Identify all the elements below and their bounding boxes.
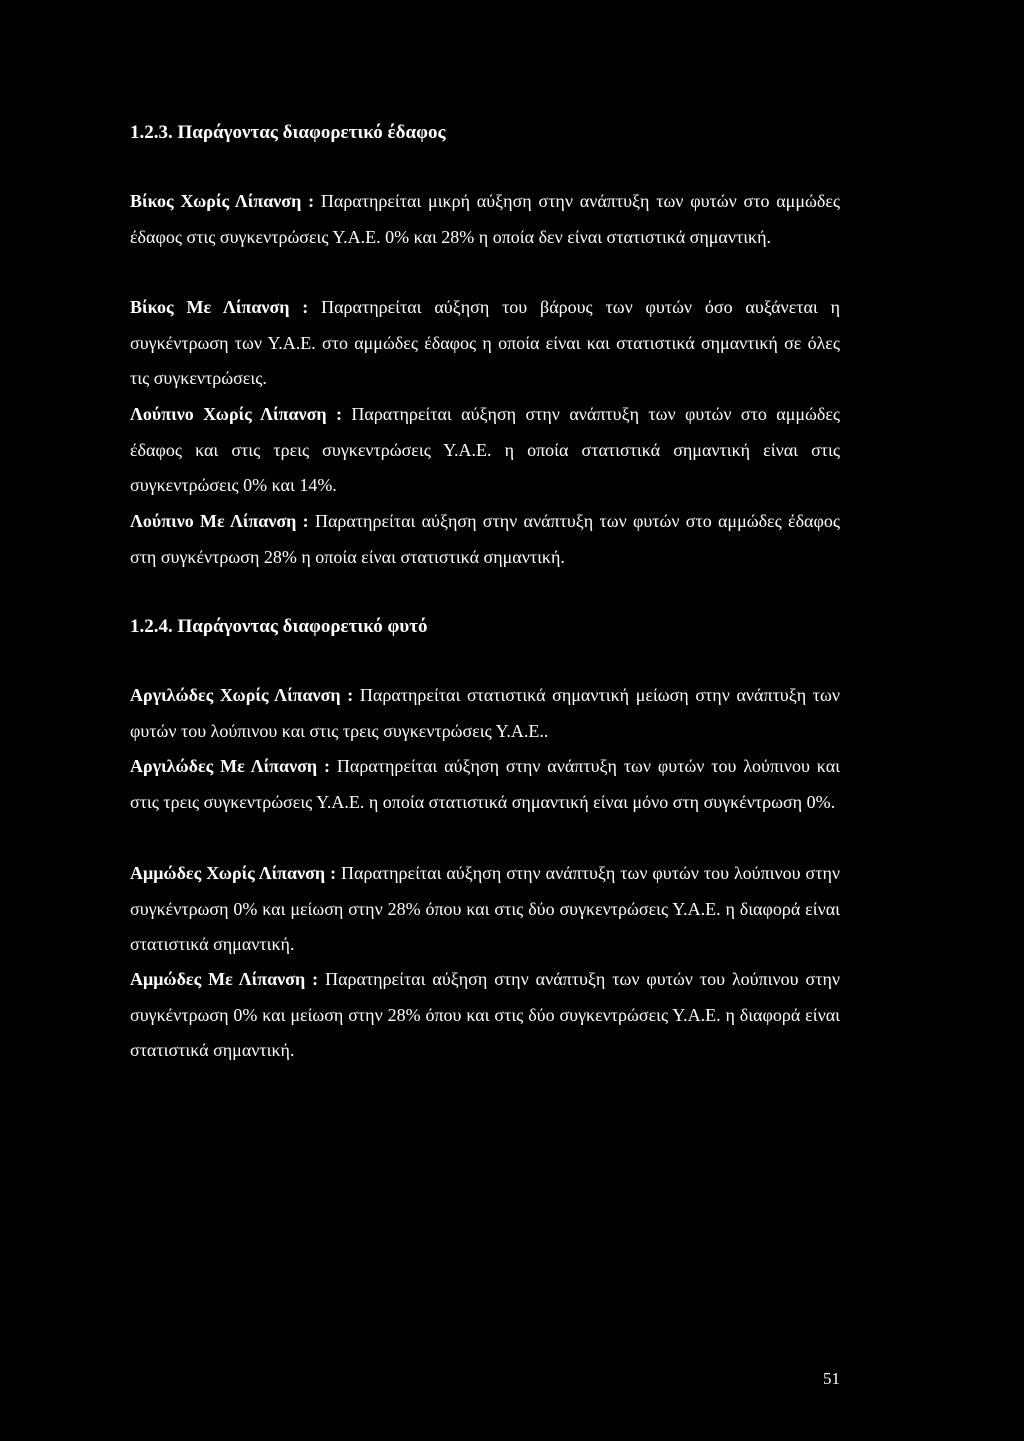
paragraph-label: Αργιλώδες Με Λίπανση :	[130, 756, 331, 776]
page-number: 51	[823, 1369, 840, 1388]
paragraph-text: Παρατηρείται αύξηση στην ανάπτυξη των φυτών του λούπινου στην συγκέντρωση 0% και μείωση στην 28% όπου και στις δύο συγκεντρώσεις Υ.Α.Ε. η διαφορά είναι στατιστικά σημαντική.	[130, 969, 840, 1060]
paragraph-vikos-with-fertilizer	[130, 290, 840, 397]
paragraph-label: Βίκος Με Λίπανση :	[130, 297, 309, 317]
paragraph-label: Βίκος Χωρίς Λίπανση :	[130, 191, 315, 211]
paragraph-label: Αμμώδες Με Λίπανση :	[130, 969, 319, 989]
paragraph-text: Παρατηρείται αύξηση στην ανάπτυξη των φυτών στο αμμώδες έδαφος στη συγκέντρωση 28% η οποία είναι στατιστικά σημαντική.	[130, 511, 841, 567]
paragraph-label: Αργιλώδες Χωρίς Λίπανση :	[130, 685, 354, 705]
paragraph-clay-no-fertilizer	[130, 678, 840, 749]
section-heading-soil: 1.2.3. Παράγοντας διαφορετικό έδαφος	[130, 122, 446, 143]
paragraph-vikos-no-fertilizer	[130, 184, 840, 255]
paragraph-label: Αμμώδες Χωρίς Λίπανση :	[130, 863, 337, 883]
paragraph-text: Παρατηρείται αύξηση στην ανάπτυξη των φυτών στο αμμώδες έδαφος και στις τρεις συγκεντρώσεις Υ.Α.Ε. η οποία στατιστικά σημαντική είναι στις συγκεντρώσεις 0% και 14%.	[130, 404, 841, 495]
paragraph-label: Λούπινο Με Λίπανση :	[130, 511, 309, 531]
section-heading-plant: 1.2.4. Παράγοντας διαφορετικό φυτό	[130, 616, 428, 637]
paragraph-lupin-no-fertilizer	[130, 397, 840, 504]
paragraph-text: Παρατηρείται μικρή αύξηση στην ανάπτυξη των φυτών στο αμμώδες έδαφος στις συγκεντρώσεις Υ.Α.Ε. 0% και 28% η οποία δεν είναι στατιστικά σημαντική.	[130, 191, 841, 247]
paragraph-sand-with-fertilizer	[130, 962, 840, 1069]
paragraph-clay-with-fertilizer	[130, 749, 840, 820]
paragraph-text: Παρατηρείται στατιστικά σημαντική μείωση στην ανάπτυξη των φυτών του λούπινου και στις τρεις συγκεντρώσεις Υ.Α.Ε..	[130, 685, 841, 741]
paragraph-lupin-with-fertilizer	[130, 504, 840, 575]
paragraph-text: Παρατηρείται αύξηση του βάρους των φυτών όσο αυξάνεται η συγκέντρωση των Υ.Α.Ε. στο αμμώδες έδαφος η οποία είναι και στατιστικά σημαντική σε όλες τις συγκεντρώσεις.	[130, 297, 841, 388]
paragraph-label: Λούπινο Χωρίς Λίπανση :	[130, 404, 342, 424]
paragraph-text: Παρατηρείται αύξηση στην ανάπτυξη των φυτών του λούπινου στην συγκέντρωση 0% και μείωση στην 28% όπου και στις δύο συγκεντρώσεις Υ.Α.Ε. η διαφορά είναι στατιστικά σημαντική.	[130, 863, 841, 954]
paragraph-text: Παρατηρείται αύξηση στην ανάπτυξη των φυτών του λούπινου και στις τρεις συγκεντρώσεις Υ.Α.Ε. η οποία στατιστικά σημαντική είναι μόνο στη συγκέντρωση 0%.	[130, 756, 840, 812]
paragraph-sand-no-fertilizer	[130, 856, 840, 963]
